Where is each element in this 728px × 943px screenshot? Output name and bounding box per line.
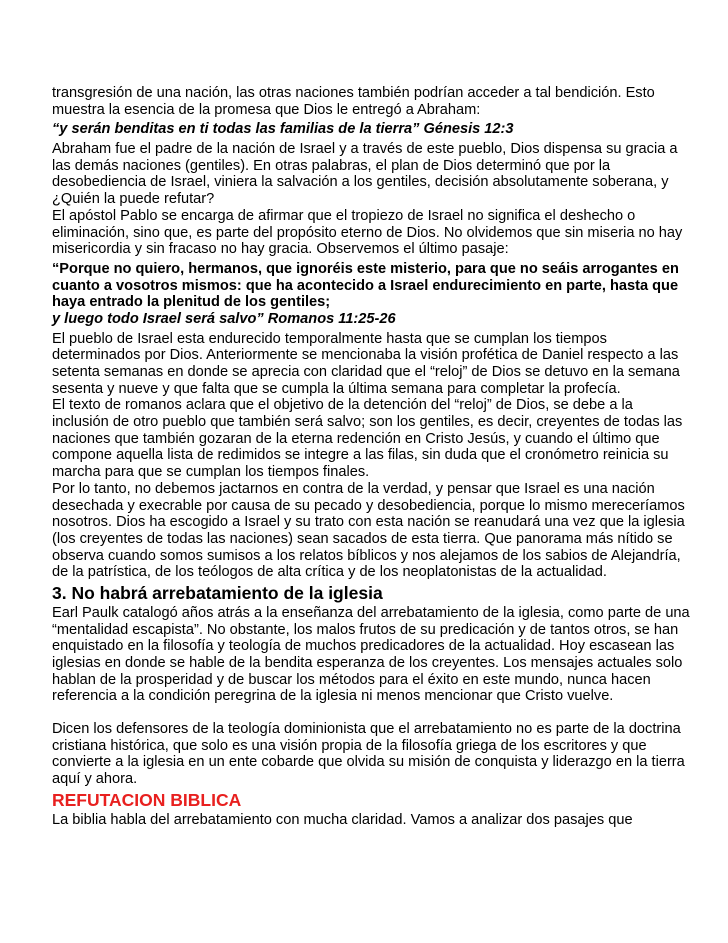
bible-quote-genesis: “y serán benditas en ti todas las familias de la tierra” Génesis 12:3 [52, 121, 514, 138]
text-line: las demás naciones (gentiles). En otras palabras, el plan de Dios determinó que por la [52, 157, 611, 174]
text-line: hablan de la prosperidad y de buscar los métodos para el éxito en este mundo, nunca hacen [52, 671, 651, 688]
text-line: desechada y execrable por causa de su pecado y desobediencia, porque lo mismo mereceríamos [52, 497, 685, 514]
paragraph-biblia [52, 812, 678, 829]
text-line: eliminación, sino que, es parte del propósito eterno de Dios. No olvidemos que sin miseria no hay [52, 224, 683, 241]
text-line: referencia a la condición peregrina de la iglesia ni menos mencionar que Cristo vuelve. [52, 688, 614, 705]
quote-line: haya entrado la plenitud de los gentiles; [52, 294, 331, 311]
text-line: de la patrística, de los teólogos de alta crítica y de los neoplatonistas de la actualidad. [52, 564, 607, 581]
text-line: enquistado en la filosofía y teología de muchos predicadores de la actualidad. Hoy escasean las [52, 638, 675, 655]
text-line: muestra la esencia de la promesa que Dios le entregó a Abraham: [52, 101, 481, 118]
section-heading-refutacion: REFUTACION BIBLICA [52, 789, 242, 810]
paragraph-israel [52, 330, 685, 581]
text-line: determinados por Dios. Anteriormente se mencionaba la visión profética de Daniel respecto a las [52, 347, 679, 364]
section-heading: 3. No habrá arrebatamiento de la iglesia [52, 582, 383, 603]
text-line: El pueblo de Israel esta endurecido temporalmente hasta que se cumplan los tiempos [52, 330, 607, 347]
text-line: sesenta y nueve y que falta que se cumpla la última semana para completar la profecía. [52, 380, 621, 397]
text-line: nosotros. Dios ha escogido a Israel y su trato con esta nación se reanudará una vez que la iglesia [52, 514, 685, 531]
text-line: Por lo tanto, no debemos jactarnos en contra de la verdad, y pensar que Israel es una nación [52, 480, 655, 497]
quote-line-reference: y luego todo Israel será salvo” Romanos 11:25-26 [52, 310, 396, 327]
text-line: misericordia y sin fracaso no hay gracia. Observemos el último pasaje: [52, 241, 509, 258]
text-line: aquí y ahora. [52, 771, 138, 788]
quote-line: “Porque no quiero, hermanos, que ignoréis este misterio, para que no seáis arrogantes en [52, 260, 679, 277]
text-line: setenta semanas en donde se aprecia con claridad que el “reloj” de Dios se detuvo en la semana [52, 364, 680, 380]
text-line: El texto de romanos aclara que el objetivo de la detención del “reloj” de Dios, se debe a la [52, 397, 633, 414]
text-line: “mentalidad escapista”. No obstante, los malos frutos de su predicación y de tantos otros, se han [52, 621, 679, 638]
text-line: (los creyentes de todas las naciones) sean sacados de esta tierra. Que panorama más nítido se [52, 530, 673, 547]
bible-quote-romanos [52, 261, 678, 328]
text-line: Abraham fue el padre de la nación de Israel y a través de este pueblo, Dios dispensa su gracia a [52, 141, 678, 158]
paragraph-dominionista [52, 721, 685, 788]
quote-line: cuanto a vosotros mismos: que ha acontecido a Israel endurecimiento en parte, hasta que [52, 277, 679, 294]
text-line: transgresión de una nación, las otras naciones también podrían acceder a tal bendición. Esto [52, 85, 655, 101]
text-line: ¿Quién la puede refutar? [52, 191, 215, 208]
text-line: El apóstol Pablo se encarga de afirmar que el tropiezo de Israel no significa el deshecho o [52, 207, 636, 224]
text-line: naciones que también gozaran de la eterna redención en Cristo Jesús, y cuando el último que [52, 430, 660, 447]
text-line: compone aquella lista de redimidos se integre a las filas, sin duda que el cronómetro reinicia su [52, 447, 669, 464]
text-line: Earl Paulk catalogó años atrás a la enseñanza del arrebatamiento de la iglesia, como parte de una [52, 604, 690, 621]
document-page [52, 85, 690, 829]
text-line: inclusión de otro pueblo que también será salvo; son los gentiles, es decir, creyentes de todas las [52, 414, 683, 431]
text-line: convierte a la iglesia en un ente cobarde que olvida su misión de conquista y liderazgo en la tierra [52, 754, 685, 771]
text-line: marcha para que se cumplan los tiempos finales. [52, 464, 370, 481]
paragraph-intro [52, 85, 678, 118]
text-line: observa cuando somos sumisos a los relatos bíblicos y nos alejamos de los sabios de Alejandría, [52, 547, 681, 564]
text-line: Dicen los defensores de la teología dominionista que el arrebatamiento no es parte de la doctrina [52, 721, 681, 738]
paragraph-abraham [52, 141, 683, 258]
text-line: iglesias en donde se hable de la bendita esperanza de los creyentes. Los mensajes actuales solo [52, 655, 683, 671]
text-line: cristiana histórica, que solo es una visión propia de la filosofía griega de los escritores y que [52, 737, 647, 754]
text-line: desobediencia de Israel, viniera la salvación a los gentiles, decisión absolutamente soberana, y [52, 174, 669, 191]
paragraph-earl-paulk [52, 604, 690, 705]
text-line: La biblia habla del arrebatamiento con mucha claridad. Vamos a analizar dos pasajes que [52, 811, 633, 828]
